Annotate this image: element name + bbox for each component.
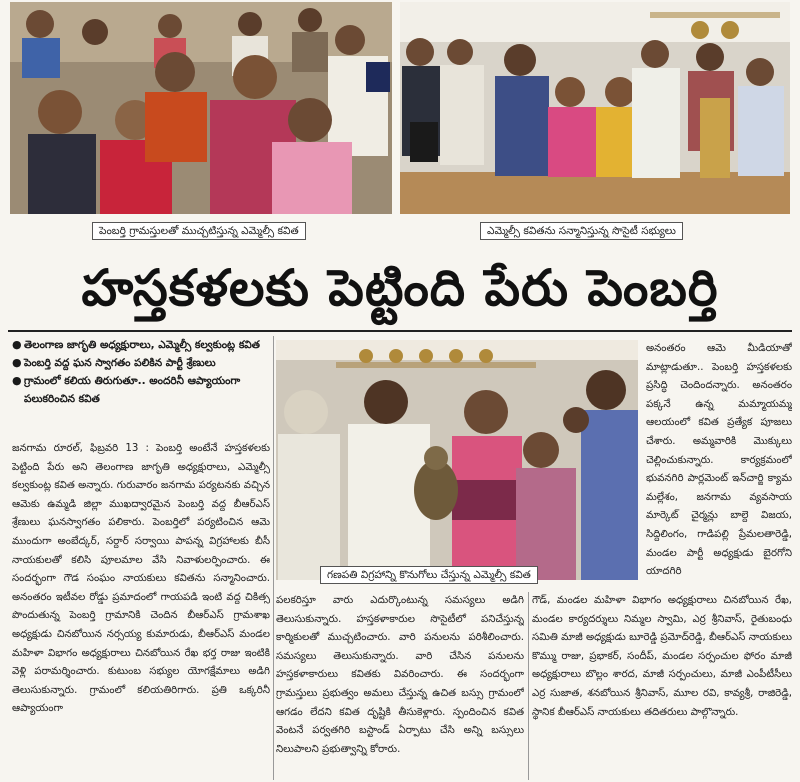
photo-ganapati-purchase-caption: గణపతి విగ్రహాన్ని కొనుగోలు చేస్తున్న ఎమ్మెల్సీ కవిత (320, 566, 538, 584)
photo-ganapati-purchase (276, 340, 638, 580)
photo-society-felicitation-image (400, 2, 790, 214)
article-column-left (12, 440, 270, 780)
column-divider (528, 592, 529, 780)
article-text-left: జనగామ రూరల్, ఫిబ్రవరి 13 : పెంబర్తి అంటేనే హస్తకళలకు పెట్టింది పేరు అని తెలంగాణ జాగృతి అధ్యక్షురాలు, ఎమ్మెల్సీ కల్వకుంట్ల కవిత అన్నారు. గురువారం జనగామ పర్యటనకు వచ్చిన ఆమెకు ఉమ్మడి జిల్లా ముఖద్వారమైన పెంబర్తి వద్ద బీఆర్ఎస్ శ్రేణులు ఘనస్వాగతం పలికారు. పెంబర్తిలో పర్యటించిన ఆమె ముందుగా అంబేద్కర్, సర్దార్ సర్వాయి పాపన్న విగ్రహాలకు బీసీ నాయకులతో కలిసి పూలమాల వేసి నివాళులర్పించారు. ఈ సందర్భంగా గౌడ సంఘం నాయకులు కవితను సన్మానించారు. అనంతరం ఇటీవల రోడ్డు ప్రమాదంలో గాయపడి ఇంటి వద్ద చికిత్స పొందుతున్న పెంబర్తి గ్రామానికి చెందిన బీఆర్ఎస్ గ్రామశాఖ అధ్యక్షుడు చినబోయిన నర్సయ్య కుమారుడు, బీఆర్ఎస్ మండల మహిళా విభాగం అధ్యక్షురాలు చినబోయిన రేఖ భర్త రాజు ఇంటికి వెళ్లి పరామర్శించారు. కుటుంబ సభ్యుల యోగక్షేమాలు అడిగి తెలుసుకున్నారు. గ్రామంలో కలియతిరిగారు. ప్రతి ఒక్కరినీ ఆప్యాయంగా (12, 443, 270, 715)
article-text-center: పలకరిస్తూ వారు ఎదుర్కొంటున్న సమస్యలు అడిగి తెలుసుకున్నారు. హస్తకళాకారుల సొసైటీలో పనిచేస్తున్న కార్మికులతో ముచ్చటించారు. వారి పనులను పరిశీలించారు. సమస్యలు తెలుసుకున్నారు. వారి చేసిన పనులను హస్తకళాకారులు కవితకు వివరించారు. ఈ సందర్భంగా గ్రామస్తులు ప్రభుత్వం అమలు చేస్తున్న ఉచిత బస్సు గ్రామంలో ఆగడం లేదని కవిత దృష్టికి తీసుకెళ్లారు. స్పందించిన కవిత వెంటనే పర్వతగిరి బస్టాండ్ ఏర్పాటు చేసి అన్ని బస్సులు నిలుపాలని ప్రభుత్వాన్ని కోరారు. (276, 595, 524, 755)
photo-society-felicitation-caption: ఎమ్మెల్సీ కవితను సన్మానిస్తున్న సొసైటీ సభ్యులు (480, 222, 683, 240)
photo-villagers-meeting-image (10, 2, 392, 214)
highlights-list (12, 336, 270, 408)
highlight-text: గ్రామంలో కలియ తిరుగుతూ.. అందరినీ ఆప్యాయంగా పలుకరించిన కవిత (24, 375, 241, 405)
highlight-text: తెలంగాణ జాగృతి అధ్యక్షురాలు, ఎమ్మెల్సీ కల్వకుంట్ల కవిత (24, 339, 260, 351)
photo-ganapati-purchase-image (276, 340, 638, 580)
article-column-right-lower (532, 592, 792, 780)
bullet-icon: ● (12, 356, 22, 369)
article-text-right-lower: గౌడ్, మండల మహిళా విభాగం అధ్యక్షురాలు చినబోయిన రేఖ, మండల కార్యదర్శులు నిమ్మల స్వామి, ఎర్ర శ్రీనివాస్, రైతుబంధు సమితి మాజీ అధ్యక్షుడు బూరెడ్డి ప్రమోద్‌రెడ్డి, బీఆర్ఎస్ నాయకులు కొమ్ము రాజు, ప్రభాకర్, సందీప్, మండల సర్పంచుల ఫోరం మాజీ అధ్యక్షురాలు బొల్లం శారద, మాజీ సర్పంచులు, మాజీ ఎంపీటీసీలు ఎర్ర సుజాత, శనబోయిన శ్రీనివాస్, మూల రవి, కావ్యశ్రీ, రాజిరెడ్డి, స్థానిక బీఆర్ఎస్ నాయకులు తదితరులు పాల్గొన్నారు. (532, 595, 792, 718)
column-divider (273, 336, 274, 780)
article-column-right-upper (646, 340, 792, 586)
bullet-icon: ● (12, 374, 22, 387)
photo-society-felicitation (400, 2, 790, 214)
highlight-text: పెంబర్తి వద్ద ఘన స్వాగతం పలికిన పార్టీ శ్రేణులు (24, 357, 216, 369)
headline-rule (8, 330, 792, 332)
headline: హస్తకళలకు పెట్టింది పేరు పెంబర్తి (81, 258, 719, 317)
article-text-right-upper: అనంతరం ఆమె మీడియాతో మాట్లాడుతూ.. పెంబర్తి హస్తకళలకు ప్రసిద్ధి చెందిందన్నారు. అనంతరం పక్కనే ఉన్న మమ్మాయమ్మ ఆలయంలో కవిత ప్రత్యేక పూజలు చేశారు. అమ్మవారికి మొక్కులు చెల్లించుకున్నారు. కార్యక్రమంలో భువనగిరి పార్లమెంట్ ఇన్‌చార్జి క్యామ మల్లేశం, జనగామ వ్యవసాయ మార్కెట్ చైర్మన్లు బాల్దె విజయ, సిద్దిలింగం, గాడిపల్లి ప్రేమలతారెడ్డి, మండల పార్టీ అధ్యక్షుడు బైరగోని యాదగిరి (646, 343, 792, 578)
highlight-item (12, 372, 270, 408)
highlight-item (12, 336, 270, 354)
highlight-item (12, 354, 270, 372)
photo-villagers-meeting (10, 2, 392, 214)
bullet-icon: ● (12, 338, 22, 351)
article-column-center (276, 592, 524, 780)
photo-villagers-meeting-caption: పెంబర్తి గ్రామస్తులతో ముచ్చటిస్తున్న ఎమ్మెల్సీ కవిత (92, 222, 306, 240)
